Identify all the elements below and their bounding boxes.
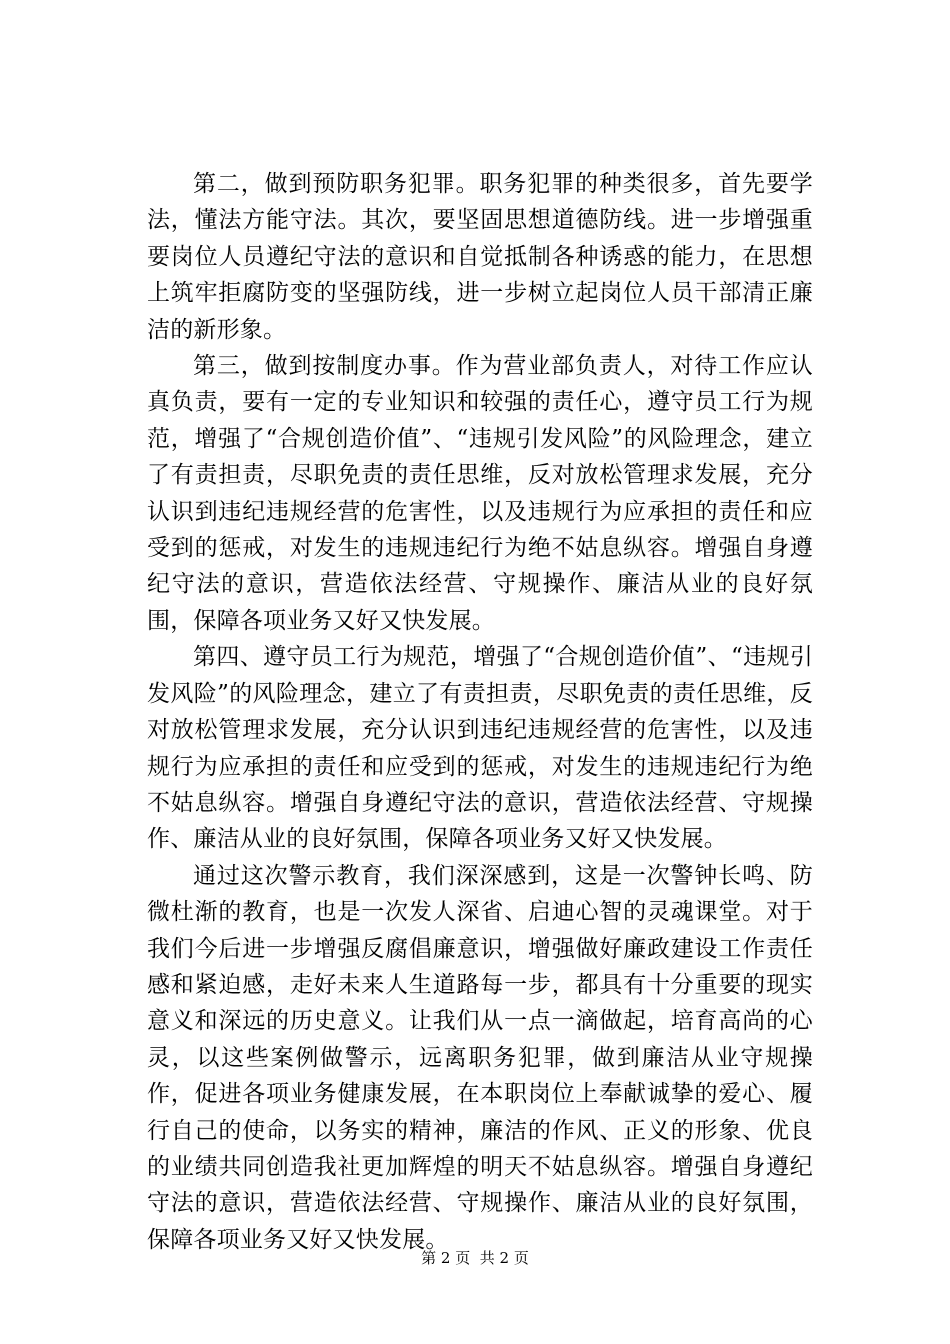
paragraph-code-of-conduct: 第四、遵守员工行为规范，增强了“合规创造价值”、“违规引发风险”的风险理念，建立了有责担责，尽职免责的责任思维，反对放松管理求发展，充分认识到违纪违规经营的危害性，以及违规行为应承担的责任和应受到的惩戒，对发生的违规违纪行为绝不姑息纵容。增强自身遵纪守法的意识，营造依法经营、守规操作、廉洁从业的良好氛围，保障各项业务又好又快发展。 xyxy=(147,644,813,853)
page-number-footer: 第 2 页 共 2 页 xyxy=(421,1249,529,1267)
paragraph-prevent-duty-crime: 第二，做到预防职务犯罪。职务犯罪的种类很多，首先要学法，懂法方能守法。其次，要坚固思想道德防线。进一步增强重要岗位人员遵纪守法的意识和自觉抵制各种诱惑的能力，在思想上筑牢拒腐防变的坚强防线，进一步树立起岗位人员干部清正廉洁的新形象。 xyxy=(147,171,813,343)
paragraph-follow-rules: 第三，做到按制度办事。作为营业部负责人，对待工作应认真负责，要有一定的专业知识和较强的责任心，遵守员工行为规范，增强了“合规创造价值”、“违规引发风险”的风险理念，建立了有责担责，尽职免责的责任思维，反对放松管理求发展，充分认识到违纪违规经营的危害性，以及违规行为应承担的责任和应受到的惩戒，对发生的违规违纪行为绝不姑息纵容。增强自身遵纪守法的意识，营造依法经营、守规操作、廉洁从业的良好氛围，保障各项业务又好又快发展。 xyxy=(147,353,813,634)
paragraph-conclusion: 通过这次警示教育，我们深深感到，这是一次警钟长鸣、防微杜渐的教育，也是一次发人深省、启迪心智的灵魂课堂。对于我们今后进一步增强反腐倡廉意识，增强做好廉政建设工作责任感和紧迫感，走好未来人生道路每一步，都具有十分重要的现实意义和深远的历史意义。让我们从一点一滴做起，培育高尚的心灵，以这些案例做警示，远离职务犯罪，做到廉洁从业守规操作，促进各项业务健康发展，在本职岗位上奉献诚挚的爱心、履行自己的使命，以务实的精神，廉洁的作风、正义的形象、优良的业绩共同创造我社更加辉煌的明天不姑息纵容。增强自身遵纪守法的意识，营造依法经营、守规操作、廉洁从业的良好氛围，保障各项业务又好又快发展。 xyxy=(147,862,813,1253)
document-body xyxy=(147,166,813,1258)
